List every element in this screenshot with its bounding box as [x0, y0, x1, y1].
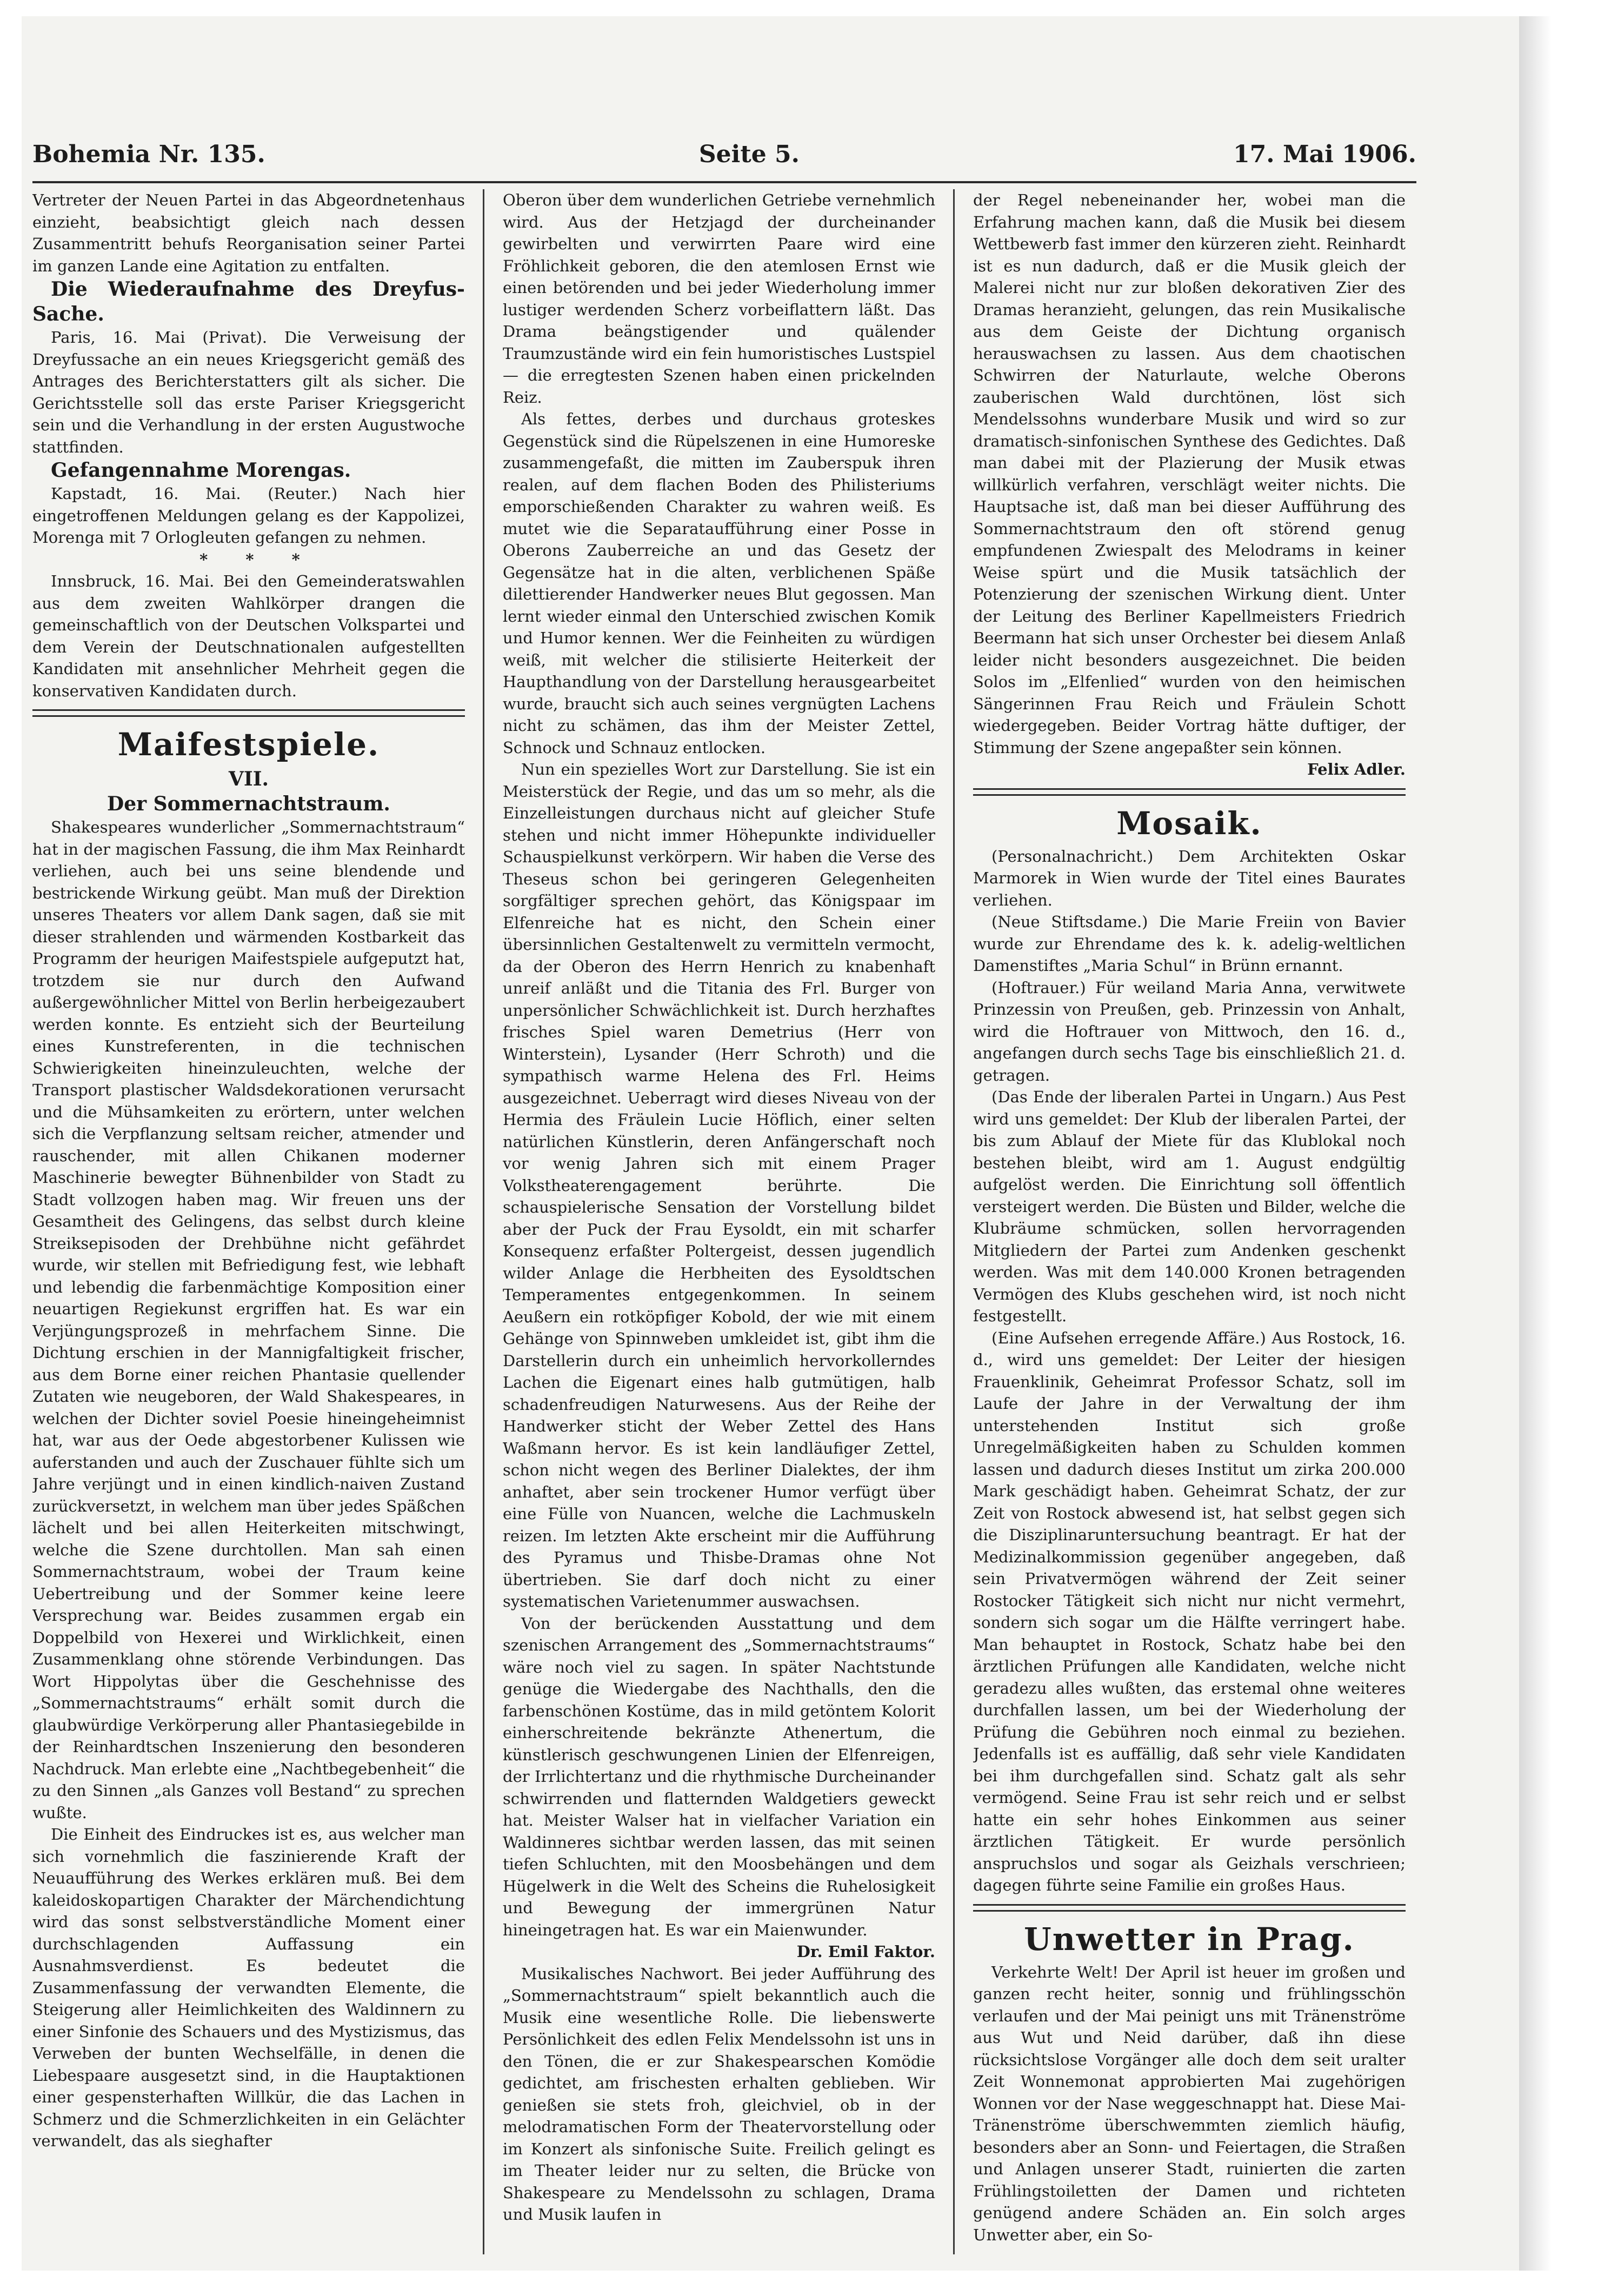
- header-rule: [32, 181, 1416, 183]
- maifest-paragraph: Shakespeares wunderlicher „Sommernachtstraum“ hat in der magischen Fassung, die ihm Max Reinhardt verliehen, auch bei uns seine blendende und bestrickende Wirkung geübt. Man muß der Direktion unseres Theaters vor allem Dank sagen, daß sie mit dieser strahlenden und wärmenden Kostbarkeit das Programm der heurigen Maifestspiele aufgeputzt hat, trotzdem sie nur durch den Aufwand außergewöhnlicher Mittel von Berlin herbeigezaubert werden konnte. Es entzieht sich der Beurteilung eines Kunstreferenten, in die technischen Schwierigkeiten hineinzuleuchten, welche der Transport plastischer Waldsdekorationen verursacht und die Mühsamkeiten zu erörtern, unter welchen sich die Verpflanzung seltsam reicher, atmender und rauschender, mit allen Chikanen moderner Maschinerie bewegter Bühnenbilder von Stadt zu Stadt vollzogen haben mag. Wir freuen uns der Gesamtheit des Gelingens, das selbst durch kleine Streiksepisoden der Drehbühne nicht gefährdet wurde, wir stellen mit Befriedigung fest, wie lebhaft und lebendig die farbenmächtige Komposition einer neuartigen Regiekunst ergriffen hat. Es war ein Verjüngungsprozeß in mehrfachem Sinne. Die Dichtung erschien in der Mannigfaltigkeit frischer, aus dem Borne einer reichen Phantasie quellender Zutaten wie neugeboren, der Wald Shakespeares, in welchen der Dichter soviel Poesie hineingeheimnist hat, war aus der Oede abgestorbener Kulissen wie auferstanden und auch der Zuschauer fühlte sich um Jahre verjüngt und in einen kindlich-naiven Zustand zurückversetzt, in welchem man über jedes Späßchen lächelt und bei allen Heiterkeiten mitschwingt, welche die Szene durchtollen. Man sah einen Sommernachtstraum, wobei der Traum keine Uebertreibung und der Sommer keine leere Versprechung war. Beides zusammen ergab ein Doppelbild von Hexerei und Wirklichkeit, einen Zusammenklang ohne störende Verbindungen. Das Wort Hippolytas über die Geschehnisse des „Sommernachtstraums“ erhält somit durch die glaubwürdige Verkörperung aller Phantasiegebilde in der Reinhardtschen Inszenierung den besonderen Nachdruck. Man erlebte eine „Nachtbegebenheit“ die zu den Sinnen „als Ganzes voll Bestand“ zu sprechen wußte.: [32, 818, 465, 1822]
- column-3: [973, 189, 1406, 2254]
- mosaik-item: (Hoftrauer.) Für weiland Maria Anna, verwitwete Prinzessin von Preußen, geb. Prinzessin von Anhalt, wird die Hoftrauer von Mittwoch, den 16. d., angefangen durch sechs Tage bis einschließlich 21. d. getragen.: [973, 978, 1406, 1084]
- maifest-roman: VII.: [228, 768, 269, 790]
- innsbruck-text: Innsbruck, 16. Mai. Bei den Gemeinderatswahlen aus dem zweiten Wahlkörper drangen die gemeinschaftlich von der Deutschen Volkspartei und dem Verein der Deutschnationalen aufgestellten Kandidaten mit ansehnlicher Mehrheit gegen die konservativen Kandidaten durch.: [32, 572, 465, 700]
- section-rule: [973, 1904, 1406, 1912]
- afterword-continuation: der Regel nebeneinander her, wobei man die Erfahrung machen kann, daß die Musik bei diesem Wettbewerb fast immer den kürzeren zieht. Reinhardt ist es nun dadurch, daß er die Musik gleich der Malerei nicht nur zur bloßen dekorativen Zier des Dramas heranzieht, gelungen, das rein Musikalische aus dem Geiste der Dichtung organisch herauswachsen zu lassen. Aus dem chaotischen Schwirren der Naturlaute, welche Oberons zauberischen Wald durchtönen, löst sich Mendelssohns wunderbare Musik und wird so zur dramatisch-sinfonischen Synthese des Gedichtes. Daß man dabei mit der Plazierung der Musik etwas willkürlich verfahren, verschlägt weiter nichts. Die Hauptsache ist, daß man bei dieser Aufführung des Sommernachtstraum den oft störend genug empfundenen Zwiespalt des Melodrams in keiner Weise spürt und die Musik tatsächlich der Potenzierung der szenischen Wirkung dient. Unter der Leitung des Berliner Kapellmeisters Friedrich Beermann hat sich unser Orchester bei diesem Anlaß leider nicht besonders ausgezeichnet. Die beiden Solos im „Elfenlied“ wurden von den heimischen Sängerinnen Frau Reich und Fräulein Schott wiedergegeben. Beider Vortrag hätte duftiger, der Stimmung der Szene angepaßter sein können.: [973, 191, 1406, 757]
- page-edge-shadow: [1519, 16, 1552, 2271]
- byline-faktor: Dr. Emil Faktor.: [796, 1942, 935, 1961]
- mosaik-item: (Eine Aufsehen erregende Affäre.) Aus Rostock, 16. d., wird uns gemeldet: Der Leiter der hiesigen Frauenklinik, Geheimrat Professor Schatz, soll im Laufe der Jahre in der Verwaltung der ihm unterstehenden Institut sich große Unregelmäßigkeiten haben zu Schulden kommen lassen und dadurch dieses Institut um zirka 200.000 Mark geschädigt haben. Geheimrat Schatz, der zur Zeit von Rostock abwesend ist, hat selbst gegen sich die Disziplinaruntersuchung beantragt. Er hat der Medizinalkommission gegenüber angegeben, daß sein Privatvermögen während der Zeit seiner Rostocker Tätigkeit sich nicht nur nicht vermehrt, sondern sich sogar um die Hälfte verringert habe. Man behauptet in Rostock, Schatz habe bei den ärztlichen Prüfungen alle Kandidaten, welche nicht geradezu alles wußten, das erstemal ohne weiteres durchfallen lassen, um bei der Wiederholung der Prüfung die Gebühren noch einmal zu beziehen. Jedenfalls ist es auffällig, daß sehr viele Kandidaten bei ihm durchgefallen sind. Schatz galt als sehr vermögend. Seine Frau ist sehr reich und er selbst hatte ein sehr hohes Einkommen aus seiner ärztlichen Tätigkeit. Er wurde persönlich anspruchslos und sogar als Geizhals verschrieen; dagegen führte seine Familie ein großes Haus.: [973, 1328, 1406, 1894]
- mosaik-title: Mosaik.: [1116, 804, 1262, 842]
- dreyfus-headline: Die Wiederaufnahme des Dreyfus-Sache.: [32, 278, 465, 325]
- review-paragraph: Von der berückenden Ausstattung und dem szenischen Arrangement des „Sommernachtstraums“ wäre noch viel zu sagen. In später Nachtstunde genüge die Wiedergabe des Nachthalls, den die farbenschönen Kostüme, das in mild getöntem Kolorit einherschreitende bekränzte Athenertum, die künstlerisch geschwungenen Linien der Elfenreigen, der Irrlichtertanz und die rhythmische Durcheinander schwirrenden und flatternden Waldgetiers geweckt hat. Meister Walser hat in vielfacher Variation ein Waldinneres sichtbar werden lassen, das mit seinen tiefen Schluchten, mit den Moosbehängen und dem Hügelwerk in die Welt des Scheins die Ruhelosigkeit und Bewegung der immergrünen Natur hineingetragen hat. Es war ein Maienwunder.: [503, 1614, 935, 1939]
- mosaik-item: (Personalnachricht.) Dem Architekten Oskar Marmorek in Wien wurde der Titel eines Baurates verliehen.: [973, 847, 1406, 909]
- dreyfus-text: Paris, 16. Mai (Privat). Die Verweisung der Dreyfussache an ein neues Kriegsgericht gemäß des Antrages des Berichterstatters gilt als sicher. Die Gerichtsstelle soll das erste Pariser Kriegsgericht sein und die Verhandlung in der ersten Augustwoche stattfinden.: [32, 328, 465, 456]
- maifest-subtitle: Der Sommernachtstraum.: [107, 793, 390, 815]
- header-paper-number: Bohemia Nr. 135.: [32, 140, 265, 168]
- section-rule: [32, 709, 465, 717]
- musical-afterword: Musikalisches Nachwort. Bei jeder Aufführung des „Sommernachtstraum“ spielt bekanntlich auch die Musik eine wesentliche Rolle. Die liebenswerte Persönlichkeit des edlen Felix Mendelssohn ist uns in den Tönen, die er zur Shakespearschen Komödie gedichtet, am frischesten erhalten geblieben. Wir genießen sie stets froh, gleichviel, ob in der melodramatischen Form der Theatervorstellung oder im Konzert als sinfonische Suite. Freilich gelingt es im Theater leider nur zu selten, die Brücke von Shakespeare zu Mendelssohn zu schlagen, Drama und Musik laufen in: [503, 1964, 935, 2224]
- page-header: [32, 130, 1416, 178]
- mosaik-item: (Neue Stiftsdame.) Die Marie Freiin von Bavier wurde zur Ehrendame des k. k. adelig-weltlichen Damenstiftes „Maria Schul“ in Brünn ernannt.: [973, 913, 1406, 975]
- unwetter-text: Verkehrte Welt! Der April ist heuer im großen und ganzen recht heiter, sonnig und frühlingsschön verlaufen und der Mai peinigt uns mit Tränenströme aus Wut und Neid darüber, daß ihn diese rücksichtslose Vorgänger alle doch dem seit uralter Zeit Wonnemonat approbierten Mai zugehörigen Wonnen vor der Nase weggeschnappt hat. Diese Mai-Tränenströme überschwemmten ziemlich häufig, besonders aber an Sonn- und Feiertagen, die Straßen und Anlagen unserer Stadt, ruinierten die zarten Frühlingstoiletten der Damen und richteten genügend andere Schäden an. Ein solch arges Unwetter aber, ein So-: [973, 1962, 1406, 2244]
- header-page-number: Seite 5.: [698, 140, 800, 168]
- review-paragraph: Nun ein spezielles Wort zur Darstellung. Sie ist ein Meisterstück der Regie, und das um so mehr, als die Einzelleistungen durchaus nicht auf gleicher Stufe stehen und nicht immer Höhepunkte individueller Schauspielkunst verkörpern. Wir haben die Verse des Theseus schon bei geringeren Gelegenheiten sorgfältiger sprechen gehört, das Königspaar im Elfenreiche hat es nicht, den Schein einer übersinnlichen Gestaltenwelt zu vermitteln vermocht, da der Oberon des Herrn Henrich zu knabenhaft unreif anläßt und die Titania des Frl. Burger von unpersönlicher Schwächlichkeit ist. Durch herzhaftes frisches Spiel waren Demetrius (Herr von Winterstein), Lysander (Herr Schroth) und die sympathisch warme Helena des Frl. Heims ausgezeichnet. Ueberragt wird dieses Niveau von der Hermia des Fräulein Lucie Höflich, einer selten natürlichen Künstlerin, deren Anfängerschaft noch vor wenig Jahren sich mit einem Prager Volkstheaterengagement berührte. Die schauspielerische Sensation der Vorstellung bildet aber der Puck der Frau Eysoldt, ein mit scharfer Konsequenz erfaßter Poltergeist, dessen jugendlich wilder Anlage die Herbheiten des Eysoldtschen Temperamentes entgegenkommen. In seinem Aeußern ein rotköpfiger Kobold, der wie mit einem Gehänge von Spinnweben umkleidet ist, gibt ihm die Darstellerin durch ein unheimlich hervorkollerndes Lachen die Eigenart eines halb gutmütigen, halb schadenfreudigen Naturwesens. Aus der Reihe der Handwerker sticht der Weber Zettel des Hans Waßmann hervor. Es ist kein landläufiger Zettel, schon nicht wegen des Berliner Dialektes, der ihm anhaftet, aber sein trockener Humor verfügt über eine Fülle von Nuancen, welche die Lachmuskeln reizen. Im letzten Akte erscheint mir die Aufführung des Pyramus und Thisbe-Dramas ohne Not übertrieben. Sie darf doch nicht zu einer systematischen Varietenummer auswachsen.: [503, 760, 935, 1610]
- intro-text: Vertreter der Neuen Partei in das Abgeordnetenhaus einzieht, beabsichtigt gleich nach dessen Zusammentritt behufs Reorganisation seiner Partei im ganzen Lande eine Agitation zu entfalten.: [32, 191, 465, 275]
- review-paragraph: Als fettes, derbes und durchaus groteskes Gegenstück sind die Rüpelszenen in eine Humoreske zusammengefaßt, die mitten im Zauberspuk ihren realen, auf dem flachen Boden des Philisteriums emporschießenden Charakter zu wahren weiß. Es mutet wie die Separataufführung einer Posse in Oberons Zauberreiche an und das Gesetz der Gegensätze hat in die alten, verblichenen Späße dilettierender Handwerker neues Blut gegossen. Man lernt wieder einmal den Unterschied zwischen Komik und Humor kennen. Wer die Feinheiten zu würdigen weiß, mit welcher die stilisierte Heiterkeit der Haupthandlung von der Darstellung herausgearbeitet wurde, braucht sich auch seines vergnügten Lachens nicht zu schämen, das ihm der Meister Zettel, Schnock und Schnauz entlocken.: [503, 410, 935, 757]
- section-rule: [973, 788, 1406, 796]
- separator-stars: * * *: [199, 550, 316, 569]
- unwetter-title: Unwetter in Prag.: [1024, 1920, 1355, 1958]
- column-rule-1: [483, 189, 484, 2254]
- byline-adler: Felix Adler.: [1307, 760, 1406, 778]
- column-1: [32, 189, 465, 2254]
- review-paragraph: Oberon über dem wunderlichen Getriebe vernehmlich wird. Aus der Hetzjagd der durcheinander gewirbelten und verwirrten Paare wird eine Fröhlichkeit geboren, die den atemlosen Ernst wie einen betörenden und bei jeder Wiederholung immer lustiger werdenden Scherz vorbeiflattern läßt. Das Drama beängstigender und quälender Traumzustände wird ein fein humoristisches Lustspiel — die erregtesten Szenen haben einen prickelnden Reiz.: [503, 191, 935, 407]
- column-2: [503, 189, 935, 2254]
- maifest-paragraph: Die Einheit des Eindruckes ist es, aus welcher man sich vornehmlich die faszinierende Kraft der Neuaufführung des Werkes erklären muß. Bei dem kaleidoskopartigen Charakter der Märchendichtung wird das sonst selbstverständliche Moment einer durchschlagenden Auffassung ein Ausnahmsverdienst. Es bedeutet die Zusammenfassung der verwandten Elemente, die Steigerung aller Heimlichkeiten des Waldinnern zu einer Sinfonie des Schauers und des Mystizismus, das Verweben der bunten Wechselfälle, in denen die Liebespaare ausgesetzt sind, in die Hauptaktionen einer gespensterhaften Willkür, die das Lachen in Schmerz und die Schmerzlichkeiten in ein Gelächter verwandelt, das als sieghafter: [32, 1825, 465, 2150]
- morenga-headline: Gefangennahme Morengas.: [51, 459, 351, 482]
- morenga-text: Kapstadt, 16. Mai. (Reuter.) Nach hier eingetroffenen Meldungen gelang es der Kappolizei, Morenga mit 7 Orlogleuten gefangen zu nehmen.: [32, 484, 465, 547]
- column-rule-2: [953, 189, 955, 2254]
- mosaik-item: (Das Ende der liberalen Partei in Ungarn.) Aus Pest wird uns gemeldet: Der Klub der liberalen Partei, der bis zum Ablauf der Miete für das Klublokal noch bestehen bleibt, wird am 1. August endgültig aufgelöst werden. Die Einrichtung soll öffentlich versteigert werden. Die Büsten und Bilder, welche die Klubräume schmücken, sollen hervorragenden Mitgliedern der Partei zum Andenken geschenkt werden. Was mit dem 140.000 Kronen betragenden Vermögen des Klubs geschehen wird, ist noch nicht festgestellt.: [973, 1088, 1406, 1325]
- header-date: 17. Mai 1906.: [1233, 140, 1416, 168]
- maifest-title: Maifestspiele.: [117, 726, 380, 763]
